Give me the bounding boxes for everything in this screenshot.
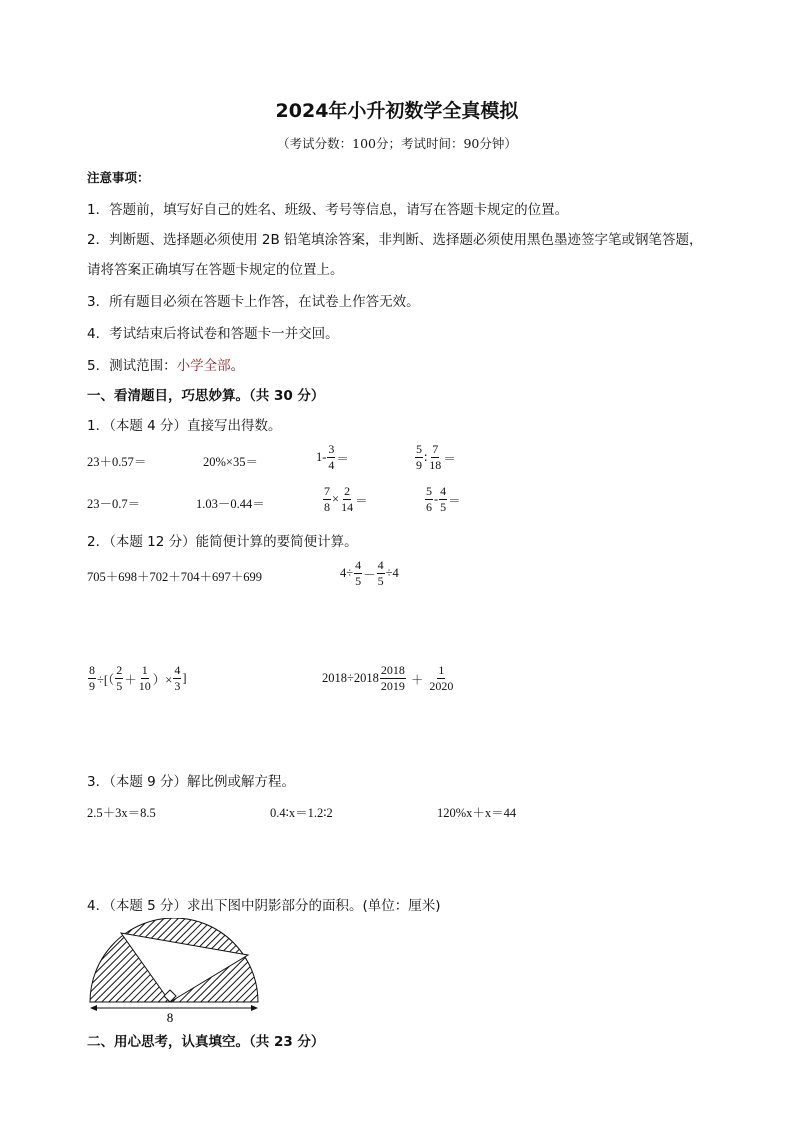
q1-h-operator: -	[434, 492, 439, 506]
denominator: 10	[138, 679, 151, 693]
notice-heading: 注意事项：	[87, 170, 150, 185]
q2-label: 2．（本题 12 分）能简便计算的要简便计算。	[87, 534, 358, 550]
q1-h-fraction-2	[439, 484, 447, 515]
q2-b-suffix: ÷4	[385, 566, 399, 580]
denominator: 2020	[429, 679, 454, 693]
arrow-right-icon	[251, 1005, 258, 1011]
q1-c-fraction	[327, 442, 335, 473]
q2-c-fraction-1	[88, 663, 96, 694]
q3-label: 3．（本题 9 分）解比例或解方程。	[87, 774, 296, 790]
q2-c-fraction-2	[115, 663, 123, 694]
numerator: 1	[438, 663, 445, 677]
denominator: 5	[440, 500, 447, 514]
q2-b-fraction-1	[354, 558, 362, 589]
shaded-area-figure	[86, 918, 262, 1026]
q1-g-equals: ＝	[355, 493, 368, 508]
q1-c-prefix: 1-	[316, 450, 327, 464]
numerator: 5	[426, 484, 432, 498]
exam-info: （考试分数：100分；考试时间：90分钟）	[277, 136, 517, 151]
numerator: 1	[141, 663, 148, 677]
q1-d-fraction-1	[415, 442, 423, 473]
q2-c-times: ）×	[152, 672, 173, 687]
arrow-left-icon	[90, 1005, 97, 1011]
denominator: 2019	[380, 679, 405, 693]
q1-item-d	[414, 442, 456, 473]
notice-item-4: 4．考试结束后将试卷和答题卡一并交回。	[87, 326, 339, 342]
q2-c-bracket-open: ÷[（	[97, 672, 115, 687]
numerator: 4	[174, 663, 181, 677]
notice-item-2: 2．判断题、选择题必须使用 2B 铅笔填涂答案，非判断、选择题必须使用黑色墨迹签字笔或钢笔答题，	[87, 232, 703, 248]
denominator: 5	[355, 574, 362, 588]
q1-g-fraction-2	[340, 484, 354, 515]
q2-item-b	[340, 558, 399, 589]
q2-c-fraction-4	[173, 663, 181, 694]
numerator: 4	[355, 558, 362, 572]
q2-item-c	[87, 663, 187, 694]
q2-c-bracket-close: ]	[182, 671, 187, 685]
q1-h-fraction-1	[425, 484, 433, 515]
semicircle-diagram	[86, 918, 262, 1026]
q1-c-equals: ＝	[336, 451, 349, 466]
denominator: 8	[324, 500, 330, 514]
denominator: 9	[416, 458, 422, 472]
q2-item-a: 705＋698＋702＋704＋697＋699	[87, 570, 263, 584]
q1-d-equals: ＝	[443, 451, 456, 466]
q1-g-operator: ×	[332, 492, 340, 506]
q1-item-f: 1.03－0.44＝	[196, 497, 265, 511]
numerator: 2	[344, 484, 351, 498]
q1-label: 1．（本题 4 分）直接写出得数。	[87, 418, 282, 434]
numerator: 2018	[380, 663, 405, 677]
q2-c-fraction-3	[138, 663, 152, 694]
q2-d-fraction-1	[380, 663, 406, 694]
q1-item-b: 20%×35＝	[203, 455, 258, 469]
q3-item-a: 2.5＋3x＝8.5	[87, 806, 156, 820]
notice-item-5-suffix: 。	[230, 358, 245, 374]
denominator: 6	[426, 500, 432, 514]
q1-item-g	[322, 484, 368, 515]
q4-label: 4．（本题 5 分）求出下图中阴影部分的面积。(单位：厘米)	[87, 898, 441, 914]
q1-d-operator: ∶	[424, 450, 428, 465]
numerator: 7	[432, 442, 439, 456]
numerator: 2	[116, 663, 123, 677]
q2-c-plus: ＋	[124, 672, 137, 687]
q1-item-c	[316, 442, 349, 473]
numerator: 5	[416, 442, 422, 456]
numerator: 4	[440, 484, 447, 498]
denominator: 9	[89, 679, 95, 693]
q1-item-a: 23＋0.57＝	[87, 455, 147, 469]
q2-b-prefix: 4÷	[340, 566, 354, 580]
test-range: 小学全部	[176, 358, 231, 374]
q3-item-b: 0.4∶x＝1.2∶2	[270, 806, 333, 820]
denominator: 5	[377, 574, 384, 588]
numerator: 3	[328, 442, 335, 456]
denominator: 5	[116, 679, 123, 693]
q1-g-fraction-1	[323, 484, 331, 515]
page-title: 2024年小升初数学全真模拟	[275, 100, 519, 122]
notice-item-5-prefix: 5．测试范围：	[87, 358, 177, 374]
denominator: 14	[341, 500, 354, 514]
numerator: 4	[377, 558, 384, 572]
q1-item-h	[424, 484, 461, 515]
denominator: 4	[328, 458, 335, 472]
denominator: 18	[429, 458, 442, 472]
notice-item-1: 1．答题前，填写好自己的姓名、班级、考号等信息，请写在答题卡规定的位置。	[87, 202, 569, 218]
dimension-label: 8	[166, 1010, 174, 1025]
q2-b-fraction-2	[377, 558, 385, 589]
q1-item-e: 23－0.7＝	[87, 497, 141, 511]
denominator: 3	[174, 679, 181, 693]
notice-item-2-cont: 请将答案正确填写在答题卡规定的位置上。	[87, 262, 344, 278]
q2-d-plus: ＋	[410, 672, 424, 687]
q1-h-equals: ＝	[448, 493, 461, 508]
q1-d-fraction-2	[428, 442, 442, 473]
notice-item-5	[87, 354, 244, 374]
q2-b-operator: －	[363, 567, 376, 582]
q2-d-fraction-2	[428, 663, 454, 694]
numerator: 8	[89, 663, 95, 677]
q2-d-prefix: 2018÷2018	[322, 671, 379, 685]
notice-item-3: 3．所有题目必须在答题卡上作答，在试卷上作答无效。	[87, 294, 420, 310]
q3-item-c: 120%x＋x＝44	[437, 806, 517, 820]
section-1-heading: 一、看清题目，巧思妙算。（共 30 分）	[87, 388, 325, 404]
section-2-heading: 二、用心思考，认真填空。（共 23 分）	[87, 1034, 325, 1050]
numerator: 7	[324, 484, 330, 498]
q2-item-d	[322, 663, 455, 694]
